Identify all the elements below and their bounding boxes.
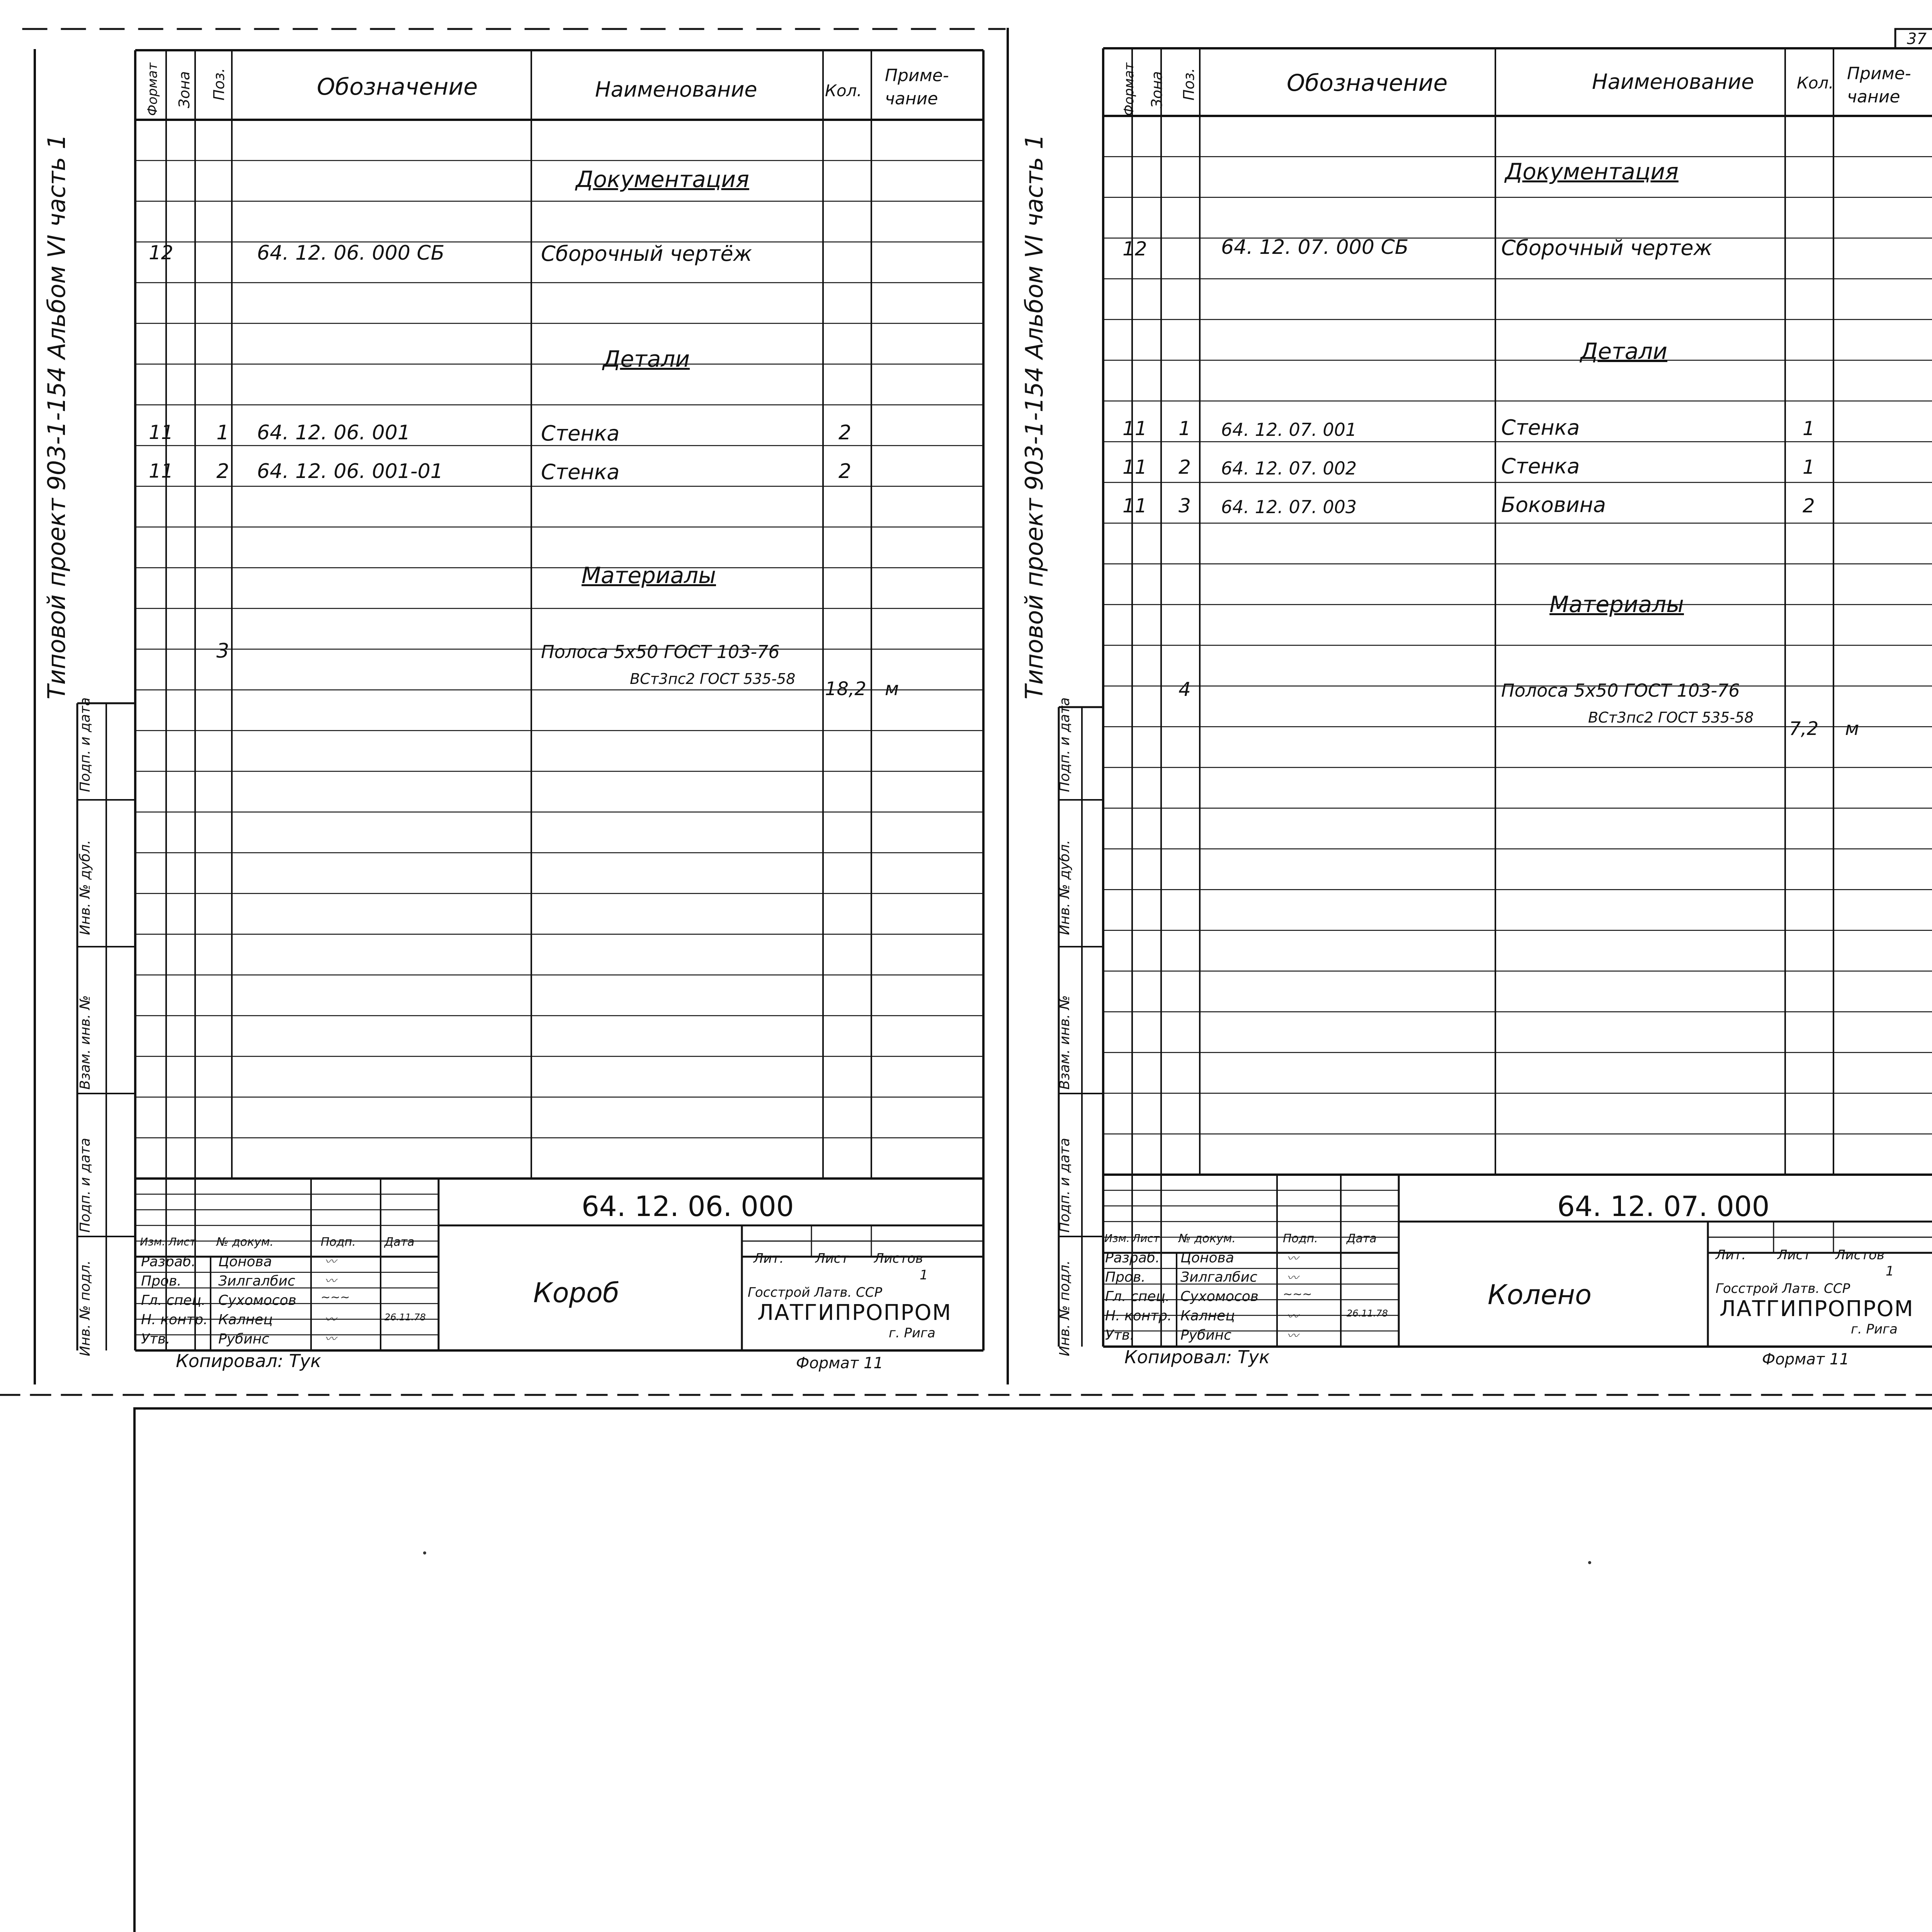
tb-izm: Изм. [1104,1232,1130,1245]
header-zona: Зона [1148,71,1165,108]
signature-gl-spec: ∼∼∼ [321,1291,350,1304]
header-prim-1: Приме- [1847,64,1911,83]
inv-podl-label: Инв. № подл. [1057,1260,1073,1356]
tb-listov: Листов [1835,1247,1885,1263]
signature-date: 26.11.78 [384,1312,426,1323]
header-poz: Поз. [211,68,228,100]
row-prim: м [885,678,899,700]
tb-list: Лист [1132,1232,1160,1245]
row-format: 11 [149,460,173,482]
copied-by: Копировал: Тук [176,1350,321,1371]
podp-data-label-1: Подп. и дата [1057,1138,1073,1233]
inv-dubl-label: Инв. № дубл. [77,840,93,935]
section-details: Детали [1580,338,1668,364]
row-naimenovanie: Сборочный чертёж [541,242,752,266]
signature-utv: 〰 [325,1332,336,1346]
podp-data-label-1: Подп. и дата [77,1138,93,1233]
org-3: г. Рига [1851,1321,1898,1337]
row-oboznachenie: 64. 12. 07. 003 [1221,497,1357,517]
row-poz: 1 [216,421,230,444]
row-oboznachenie: 64. 12. 06. 001-01 [257,460,443,483]
row-kol: 1 [1803,417,1815,440]
tb-prov: Пров. [141,1273,182,1289]
tb-list-total: 1 [1886,1264,1894,1279]
tb-utv: Утв. [1105,1327,1134,1343]
tb-data: Дата [384,1235,415,1249]
row-oboznachenie: 64. 12. 07. 002 [1221,458,1357,479]
tb-data: Дата [1347,1232,1377,1245]
header-oboznachenie: Обозначение [317,73,478,100]
tb-podp: Подп. [321,1235,356,1249]
podp-data-label-2: Подп. и дата [77,697,93,792]
row-kol: 18,2 [825,678,866,700]
scan-speck [1588,1561,1591,1564]
header-kol: Кол. [1797,73,1834,92]
name-prov: Зилгалбис [218,1273,295,1289]
header-kol: Кол. [825,81,862,100]
row-kol: 2 [1803,495,1815,517]
name-utv: Рубинс [218,1331,269,1347]
project-side-label: Типовой проект 903-1-154 Альбом VI часть 1 [43,134,71,699]
row-prim: м [1845,718,1859,740]
name-n-kontr: Калнец [1180,1308,1235,1324]
row-poz: 3 [1179,495,1191,517]
org-2: ЛАТГИПРОПРОМ [1719,1296,1914,1321]
tb-listov: Листов [874,1251,923,1266]
row-naimenovanie: Боковина [1501,493,1606,517]
header-naimenovanie: Наименование [595,77,757,102]
tb-razrab: Разраб. [1105,1250,1160,1266]
row-poz: 3 [216,639,230,663]
row-material-grade: ВСт3пс2 ГОСТ 535-58 [630,670,796,687]
sheet-title: Колено [1488,1279,1592,1311]
row-oboznachenie: 64. 12. 06. 000 СБ [257,242,445,265]
tb-izm: Изм. [140,1235,165,1248]
row-poz: 1 [1179,417,1191,440]
tb-lit: Лит. [1716,1247,1746,1263]
section-doc: Документация [1505,158,1679,185]
header-prim-2: чание [1847,87,1900,107]
project-side-label: Типовой проект 903-1-154 Альбом VI часть 1 [1020,134,1048,699]
row-format: 12 [149,242,173,264]
header-zona: Зона [176,71,193,108]
name-n-kontr: Калнец [218,1312,273,1328]
signature-gl-spec: ∼∼∼ [1283,1287,1312,1301]
row-naimenovanie: Стенка [1501,454,1580,478]
header-format: Формат [145,63,160,116]
signature-date: 26.11.78 [1347,1308,1388,1319]
name-gl-spec: Сухомосов [218,1293,296,1308]
name-razrab: Цонова [218,1254,272,1270]
header-poz: Поз. [1180,68,1197,100]
signature-n-kontr: 〰 [1287,1310,1298,1323]
org-1: Госстрой Латв. ССР [1716,1281,1850,1296]
tb-razrab: Разраб. [141,1254,196,1270]
header-naimenovanie: Наименование [1592,70,1754,94]
row-naimenovanie: Сборочный чертеж [1501,236,1713,260]
tb-list2: Лист [815,1251,849,1266]
signature-razrab: 〰 [325,1255,336,1269]
tb-n-kontr: Н. контр. [141,1312,208,1328]
row-format: 11 [149,421,173,444]
section-doc: Документация [576,166,749,192]
row-kol: 7,2 [1789,718,1819,740]
tb-n-dokum: № докум. [1179,1232,1236,1245]
signature-utv: 〰 [1287,1329,1298,1343]
tb-list-total: 1 [920,1267,928,1283]
org-2: ЛАТГИПРОПРОМ [757,1300,952,1325]
doc-number: 64. 12. 07. 000 [1557,1190,1770,1223]
section-details: Детали [603,346,690,372]
row-format: 11 [1122,495,1147,517]
row-naimenovanie: Стенка [1501,415,1580,440]
copied-by: Копировал: Тук [1124,1347,1270,1367]
row-format: 11 [1122,417,1147,440]
section-materials: Материалы [582,562,716,588]
row-poz: 2 [1179,456,1191,478]
tb-gl-spec: Гл. спец. [141,1293,206,1308]
header-format: Формат [1121,63,1137,116]
section-materials: Материалы [1549,591,1684,617]
tb-list: Лист [168,1235,196,1248]
page-corner-number: 37 [1907,30,1927,48]
tb-utv: Утв. [141,1331,170,1347]
tb-gl-spec: Гл. спец. [1105,1289,1170,1304]
org-3: г. Рига [889,1325,935,1341]
name-razrab: Цонова [1180,1250,1234,1266]
header-prim-2: чание [885,89,938,109]
vzam-inv-label: Взам. инв. № [77,995,93,1090]
tb-prov: Пров. [1105,1269,1146,1285]
scan-speck [423,1551,426,1554]
row-kol: 2 [838,460,852,483]
tb-n-dokum: № докум. [216,1235,274,1249]
vzam-inv-label: Взам. инв. № [1057,995,1073,1090]
signature-prov: 〰 [325,1274,336,1288]
name-utv: Рубинс [1180,1327,1231,1343]
name-prov: Зилгалбис [1180,1269,1257,1285]
row-poz: 2 [216,460,230,483]
signature-razrab: 〰 [1287,1252,1298,1265]
name-gl-spec: Сухомосов [1180,1289,1259,1304]
signature-n-kontr: 〰 [325,1313,336,1327]
row-oboznachenie: 64. 12. 06. 001 [257,421,410,444]
row-naimenovanie: Полоса 5x50 ГОСТ 103-76 [1501,680,1740,701]
org-1: Госстрой Латв. ССР [748,1285,883,1300]
inv-podl-label: Инв. № подл. [77,1260,93,1356]
sheet-title: Короб [533,1277,619,1309]
row-oboznachenie: 64. 12. 07. 000 СБ [1221,236,1409,259]
row-poz: 4 [1179,678,1191,701]
tb-n-kontr: Н. контр. [1105,1308,1172,1324]
tb-lit: Лит. [753,1251,784,1266]
podp-data-label-2: Подп. и дата [1057,697,1073,792]
row-kol: 1 [1803,456,1815,478]
row-naimenovanie: Полоса 5x50 ГОСТ 103-76 [541,641,780,662]
format-label: Формат 11 [1762,1350,1849,1368]
row-oboznachenie: 64. 12. 07. 001 [1221,419,1357,440]
format-label: Формат 11 [796,1354,883,1372]
row-format: 12 [1122,238,1147,260]
row-format: 11 [1122,456,1147,478]
row-naimenovanie: Стенка [541,460,620,484]
row-naimenovanie: Стенка [541,421,620,446]
inv-dubl-label: Инв. № дубл. [1057,840,1073,935]
tb-podp: Подп. [1283,1232,1318,1245]
doc-number: 64. 12. 06. 000 [582,1190,794,1223]
row-kol: 2 [838,421,852,444]
tb-list2: Лист [1777,1247,1811,1263]
signature-prov: 〰 [1287,1271,1298,1285]
header-prim-1: Приме- [885,66,949,85]
header-oboznachenie: Обозначение [1287,70,1448,97]
row-material-grade: ВСт3пс2 ГОСТ 535-58 [1588,709,1754,726]
